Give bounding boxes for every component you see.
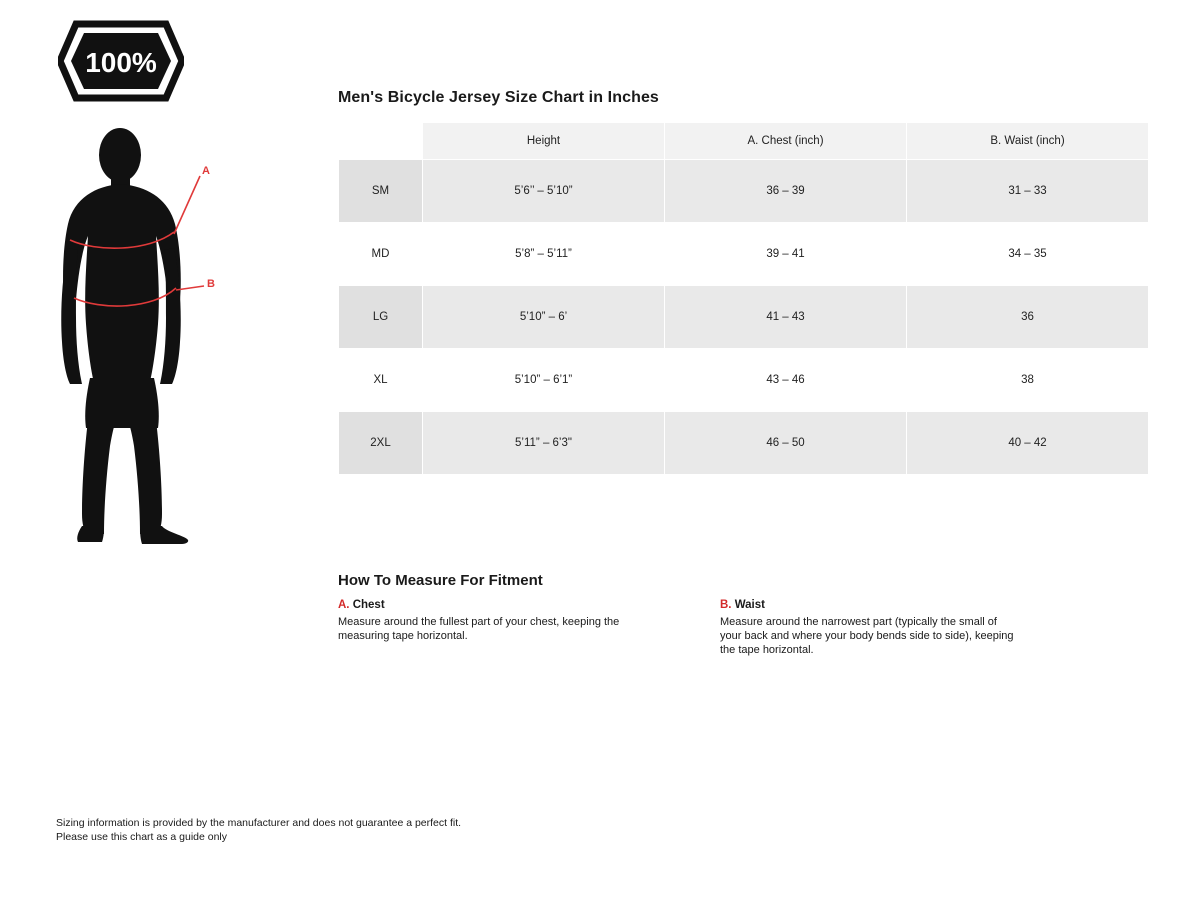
table-row [339, 223, 1149, 286]
cell-waist: 38 [907, 349, 1149, 412]
disclaimer-line-1: Sizing information is provided by the manufacturer and does not guarantee a perfect fit. [56, 817, 462, 829]
cell-height: 5’10” – 6’ [423, 286, 665, 349]
cell-chest: 41 – 43 [665, 286, 907, 349]
cell-height: 5’6’’ – 5’10” [423, 160, 665, 223]
leader-line-a [174, 176, 200, 234]
cell-chest: 39 – 41 [665, 223, 907, 286]
table-row [339, 349, 1149, 412]
cell-chest: 43 – 46 [665, 349, 907, 412]
cell-height: 5’8” – 5’11” [423, 223, 665, 286]
brand-logo [58, 20, 184, 102]
measure-item-waist [720, 598, 1020, 657]
cell-height: 5’11” – 6’3" [423, 412, 665, 475]
column-header-size [339, 123, 423, 160]
cell-waist: 40 – 42 [907, 412, 1149, 475]
measure-letter: B. [720, 599, 732, 611]
howto-title: How To Measure For Fitment [338, 572, 543, 589]
page-title: Men's Bicycle Jersey Size Chart in Inches [338, 89, 659, 106]
column-header-height: Height [423, 123, 665, 160]
cell-size: XL [339, 349, 423, 412]
cell-height: 5’10” – 6’1” [423, 349, 665, 412]
cell-waist: 31 – 33 [907, 160, 1149, 223]
figure-label-a: A [202, 165, 210, 177]
cell-size: 2XL [339, 412, 423, 475]
table-row [339, 412, 1149, 475]
cell-size: SM [339, 160, 423, 223]
cell-chest: 36 – 39 [665, 160, 907, 223]
size-chart-table [338, 122, 1149, 475]
cell-size: LG [339, 286, 423, 349]
svg-text:100%: 100% [85, 47, 157, 78]
cell-chest: 46 – 50 [665, 412, 907, 475]
measure-description: Measure around the fullest part of your chest, keeping the measuring tape horizontal. [338, 616, 620, 642]
cell-size: MD [339, 223, 423, 286]
measure-item-chest [338, 598, 638, 643]
column-header-waist: B. Waist (inch) [907, 123, 1149, 160]
measure-letter: A. [338, 599, 350, 611]
cell-waist: 36 [907, 286, 1149, 349]
measure-heading [720, 598, 1020, 612]
measure-description: Measure around the narrowest part (typically the small of your back and where your body bends side to side), keeping the tape horizontal. [720, 616, 1014, 656]
table-header-row [339, 123, 1149, 160]
column-header-chest: A. Chest (inch) [665, 123, 907, 160]
measure-name: Chest [352, 599, 385, 611]
disclaimer-line-2: Please use this chart as a guide only [56, 831, 228, 843]
silhouette [61, 128, 188, 544]
cell-waist: 34 – 35 [907, 223, 1149, 286]
figure-label-b: B [207, 278, 215, 290]
measure-name: Waist [734, 599, 765, 611]
body-diagram [56, 128, 296, 558]
disclaimer [56, 816, 461, 844]
table-row [339, 160, 1149, 223]
table-row [339, 286, 1149, 349]
measure-heading [338, 598, 638, 612]
